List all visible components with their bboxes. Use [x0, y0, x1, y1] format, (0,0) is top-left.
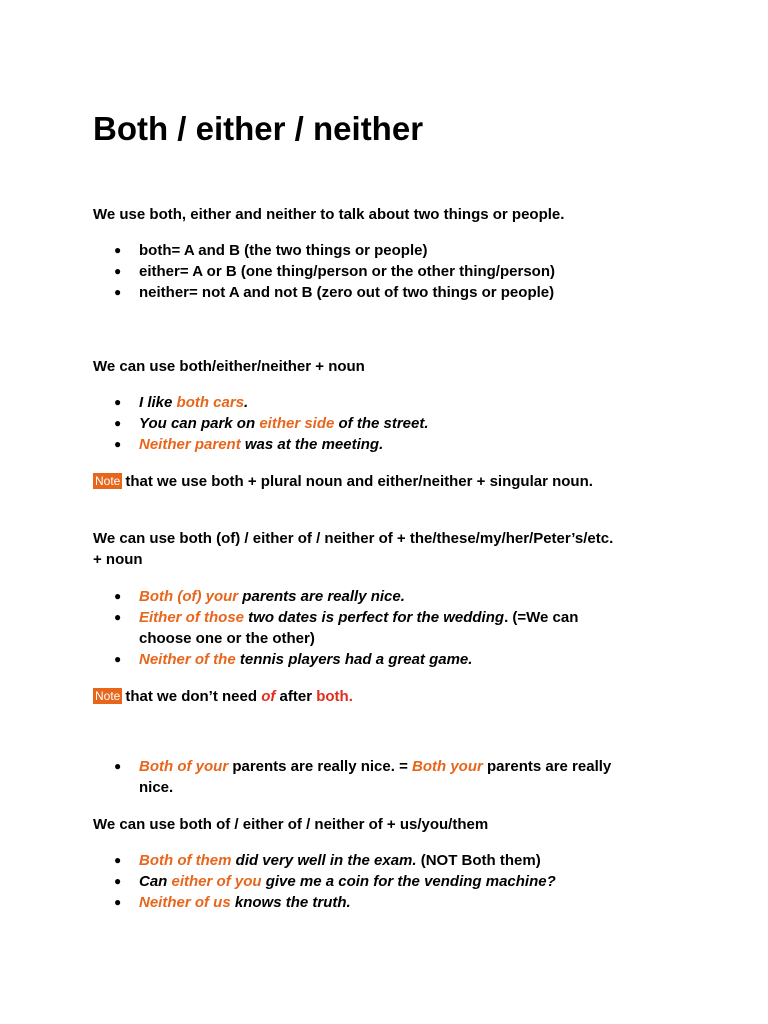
highlight-text: of — [261, 688, 276, 705]
highlight-text: Both (of) your — [139, 588, 239, 605]
list-item — [0, 434, 429, 455]
example-text: . — [244, 394, 249, 411]
example-text: did very well in the exam. — [231, 852, 417, 869]
bullet-icon: ● — [114, 243, 122, 257]
definition-both: both= A and B (the two things or people) — [139, 242, 428, 259]
section-heading: We can use both of / either of / neither of + us/you/them — [93, 816, 489, 833]
example-gloss: (NOT Both them) — [416, 852, 541, 869]
section-heading: We can use both (of) / either of / neither of + the/these/my/her/Peter’s/etc. — [93, 530, 614, 547]
note-paragraph — [93, 471, 593, 493]
list-item-cont — [0, 628, 578, 649]
highlight-text: Neither of the — [139, 651, 236, 668]
bullet-icon: ● — [114, 895, 122, 909]
highlight-text: Neither of us — [139, 894, 231, 911]
definition-either: either= A or B (one thing/person or the other thing/person) — [139, 263, 555, 280]
example-text: parents are really nice. = — [228, 758, 413, 775]
list-item — [0, 756, 611, 777]
list-item — [0, 892, 556, 913]
example-text: parents are really — [482, 758, 612, 775]
list-item — [0, 649, 578, 670]
list-item — [0, 413, 429, 434]
note-text: that we use both + plural noun and either/neither + singular noun. — [125, 473, 593, 490]
example-text: tennis players had a great game. — [235, 651, 473, 668]
examples-list-comparison — [0, 756, 611, 798]
bullet-icon: ● — [114, 437, 122, 451]
note-text: after — [275, 688, 317, 705]
example-text: of the street. — [334, 415, 429, 432]
highlight-text: either side — [259, 415, 335, 432]
list-item — [0, 392, 429, 413]
example-text: parents are really nice. — [238, 588, 405, 605]
bullet-icon: ● — [114, 395, 122, 409]
list-item — [0, 261, 555, 282]
example-text: Can — [139, 873, 172, 890]
example-gloss: choose one or the other) — [139, 630, 315, 647]
list-item — [0, 586, 578, 607]
example-text: was at the meeting. — [240, 436, 384, 453]
section-heading-cont: + noun — [93, 551, 143, 568]
highlight-text: Both of them — [139, 852, 232, 869]
bullet-icon: ● — [114, 759, 122, 773]
highlight-text: Either of those — [139, 609, 245, 626]
page-title: Both / either / neither — [93, 110, 424, 147]
highlight-text: Both your — [412, 758, 483, 775]
list-item — [0, 871, 556, 892]
bullet-icon: ● — [114, 589, 122, 603]
highlight-text: both. — [316, 688, 353, 705]
definitions-list — [0, 240, 555, 303]
bullet-icon: ● — [114, 652, 122, 666]
note-badge: Note — [95, 689, 121, 703]
highlight-text: both cars — [176, 394, 245, 411]
list-item — [0, 282, 555, 303]
bullet-icon: ● — [114, 285, 122, 299]
bullet-icon: ● — [114, 610, 122, 624]
examples-list-determiner — [0, 586, 578, 670]
highlight-text: either of you — [171, 873, 262, 890]
example-text: give me a coin for the vending machine? — [261, 873, 556, 890]
example-gloss: . (=We can — [504, 609, 579, 626]
examples-list-pronoun — [0, 850, 556, 913]
list-item-cont — [0, 777, 611, 798]
note-badge: Note — [95, 474, 121, 488]
example-text: I like — [139, 394, 177, 411]
example-text: You can park on — [139, 415, 260, 432]
bullet-icon: ● — [114, 416, 122, 430]
list-item — [0, 850, 556, 871]
example-text: two dates is perfect for the wedding — [244, 609, 505, 626]
highlight-text: Neither parent — [139, 436, 241, 453]
highlight-text: Both of your — [139, 758, 229, 775]
example-text: nice. — [139, 779, 174, 796]
list-item — [0, 607, 578, 628]
definition-neither: neither= not A and not B (zero out of two things or people) — [139, 284, 555, 301]
list-item — [0, 240, 555, 261]
bullet-icon: ● — [114, 853, 122, 867]
example-text: knows the truth. — [230, 894, 351, 911]
bullet-icon: ● — [114, 874, 122, 888]
bullet-icon: ● — [114, 264, 122, 278]
intro-text: We use both, either and neither to talk about two things or people. — [93, 206, 565, 223]
note-paragraph — [93, 686, 353, 708]
note-text: that we don’t need — [125, 688, 262, 705]
examples-list-noun — [0, 392, 429, 455]
section-heading: We can use both/either/neither + noun — [93, 358, 365, 375]
